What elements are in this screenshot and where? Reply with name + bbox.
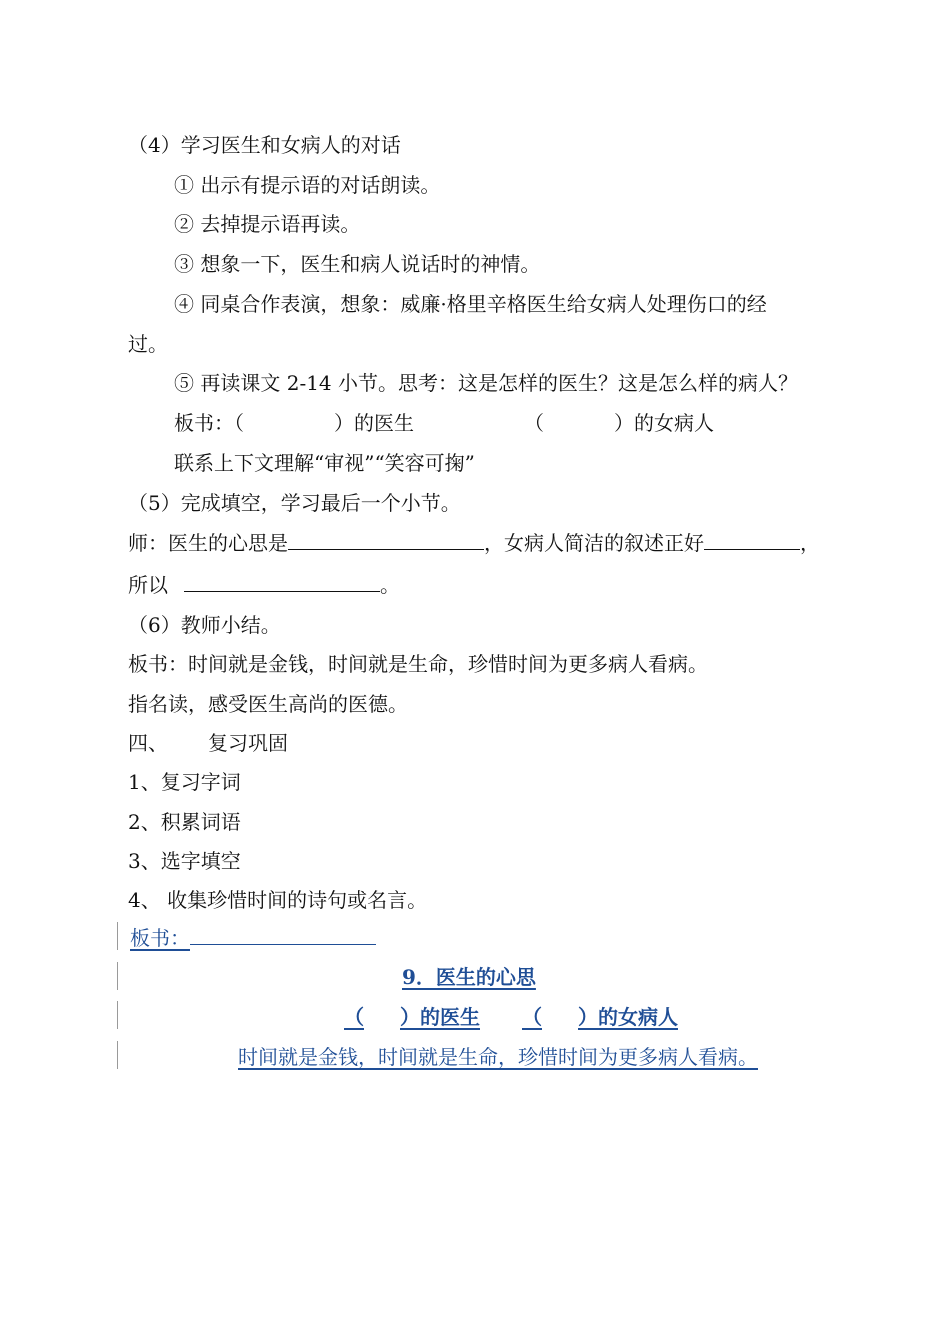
so-start: 所以: [128, 573, 168, 597]
section6-board: 板书：时间就是金钱，时间就是生命，珍惜时间为更多病人看病。: [128, 652, 708, 676]
fill-blank-1: [288, 529, 484, 550]
review-heading-text: 复习巩固: [208, 731, 288, 755]
board-label-line: [130, 924, 376, 952]
board-row-b-open: （: [522, 1005, 542, 1029]
fill-blank-3: [184, 571, 380, 592]
board-prefix: 板书：（: [174, 411, 244, 435]
section4-heading: （4）学习医生和女病人的对话: [128, 133, 401, 157]
section4-item-4-cont: 过。: [128, 332, 168, 356]
board-row: [344, 1003, 678, 1031]
section4-context: 联系上下文理解“审视”“笑容可掬”: [174, 451, 475, 475]
revision-bar: [117, 962, 118, 990]
review-item-1: 1、复习字词: [128, 770, 241, 794]
board-open2: （: [524, 411, 544, 435]
board-row-a: [344, 1005, 480, 1029]
section4-item-1: ① 出示有提示语的对话朗读。: [174, 173, 441, 197]
board-label: 板书：: [130, 926, 190, 950]
board-row-b-close: ）的女病人: [578, 1005, 678, 1029]
board-title: 9．医生的心思: [402, 965, 536, 989]
teacher-end: ，: [800, 531, 820, 555]
section4-item-5: ⑤ 再读课文 2-14 小节。思考：这是怎样的医生？这是怎么样的病人？: [174, 371, 799, 395]
review-item-2: 2、积累词语: [128, 810, 241, 834]
teacher-mid: ，女病人简洁的叙述正好: [484, 531, 704, 555]
teacher-start: 师：医生的心思是: [128, 531, 288, 555]
section4-item-2: ② 去掉提示语再读。: [174, 212, 361, 236]
board-motto: 时间就是金钱，时间就是生命，珍惜时间为更多病人看病。: [238, 1045, 758, 1069]
section5-heading: （5）完成填空，学习最后一个小节。: [128, 491, 461, 515]
section5-so-line: [128, 571, 400, 599]
revision-bar: [117, 922, 118, 950]
review-heading: [128, 729, 288, 757]
so-end: 。: [380, 573, 400, 597]
section4-board-line: [174, 409, 714, 437]
section4-item-3: ③ 想象一下，医生和病人说话时的神情。: [174, 252, 541, 276]
board-end: ）的女病人: [614, 411, 714, 435]
fill-blank-2: [704, 529, 800, 550]
board-row-a-close: ）的医生: [400, 1005, 480, 1029]
review-item-4: 4、 收集珍惜时间的诗句或名言。: [128, 888, 428, 912]
board-label-underline: [190, 926, 376, 945]
board-row-b: [522, 1005, 678, 1029]
board-mid: ）的医生: [334, 411, 414, 435]
section4-item-4: ④ 同桌合作表演，想象：威廉·格里辛格医生给女病人处理伤口的经: [174, 292, 767, 316]
revision-bar: [117, 1041, 118, 1069]
board-row-a-open: （: [344, 1005, 364, 1029]
review-item-3: 3、选字填空: [128, 849, 241, 873]
revision-bar: [117, 1001, 118, 1029]
section6-heading: （6）教师小结。: [128, 613, 281, 637]
section5-teacher-line: [128, 529, 820, 557]
section6-read: 指名读，感受医生高尚的医德。: [128, 692, 408, 716]
review-heading-num: 四、: [128, 731, 168, 755]
